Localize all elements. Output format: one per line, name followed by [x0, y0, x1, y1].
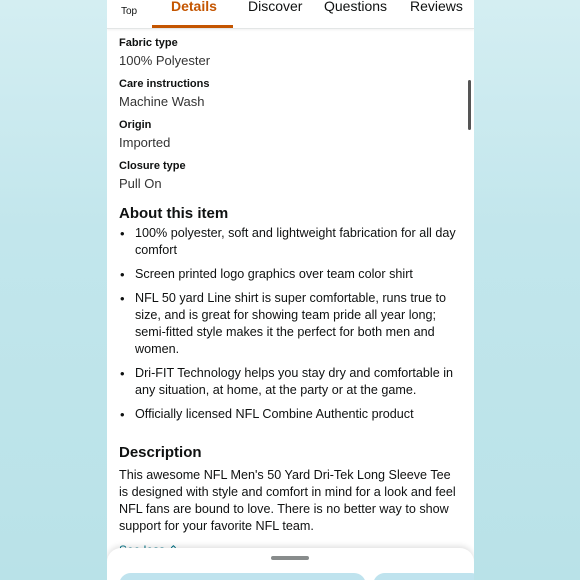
spec-label: Origin	[119, 119, 152, 131]
list-item: • Officially licensed NFL Combine Authentic product	[119, 406, 459, 423]
list-item: • Dri-FIT Technology helps you stay dry and comfortable in any situation, at home, at the party or at the game.	[119, 365, 459, 399]
list-item: • 100% polyester, soft and lightweight fabrication for all day comfort	[119, 225, 459, 259]
tab-details[interactable]: Details	[171, 0, 217, 14]
spec-fabric-type	[119, 36, 210, 69]
active-tab-indicator	[152, 25, 233, 28]
tab-reviews[interactable]: Reviews	[410, 0, 463, 14]
buy-now-button[interactable]	[373, 573, 474, 580]
spec-care-instructions	[119, 77, 209, 110]
spec-value: Machine Wash	[119, 94, 205, 109]
about-heading: About this item	[119, 205, 229, 222]
list-item: • Screen printed logo graphics over team color shirt	[119, 266, 459, 283]
spec-label: Care instructions	[119, 78, 210, 90]
description-text: This awesome NFL Men's 50 Yard Dri-Tek Long Sleeve Tee is designed with style and comfort in mind for a look and feel NFL fans are bound to love. There is no better way to show support for your favorite NFL team.	[119, 468, 456, 533]
spec-value: Pull On	[119, 176, 162, 191]
spec-label: Closure type	[119, 160, 186, 172]
spec-value: Imported	[119, 135, 171, 150]
spec-value: 100% Polyester	[119, 53, 211, 68]
tab-discover[interactable]: Discover	[248, 0, 303, 14]
about-list	[119, 225, 459, 430]
spec-label: Fabric type	[119, 37, 178, 49]
tab-questions[interactable]: Questions	[324, 0, 388, 14]
tab-top[interactable]: Top	[121, 6, 138, 17]
list-item: • NFL 50 yard Line shirt is super comfortable, runs true to size, and is great for showing team pride all year long; semi-fitted style makes it the perfect for both men and women.	[119, 290, 459, 358]
spec-origin	[119, 118, 170, 151]
add-to-cart-button[interactable]	[119, 573, 366, 580]
bottom-sheet	[107, 548, 474, 580]
description-heading: Description	[119, 444, 202, 461]
product-details-screen	[107, 0, 474, 580]
sheet-drag-handle[interactable]	[271, 556, 309, 560]
spec-closure-type	[119, 159, 186, 192]
scrollbar[interactable]	[468, 80, 471, 130]
section-tab-bar	[107, 0, 474, 29]
